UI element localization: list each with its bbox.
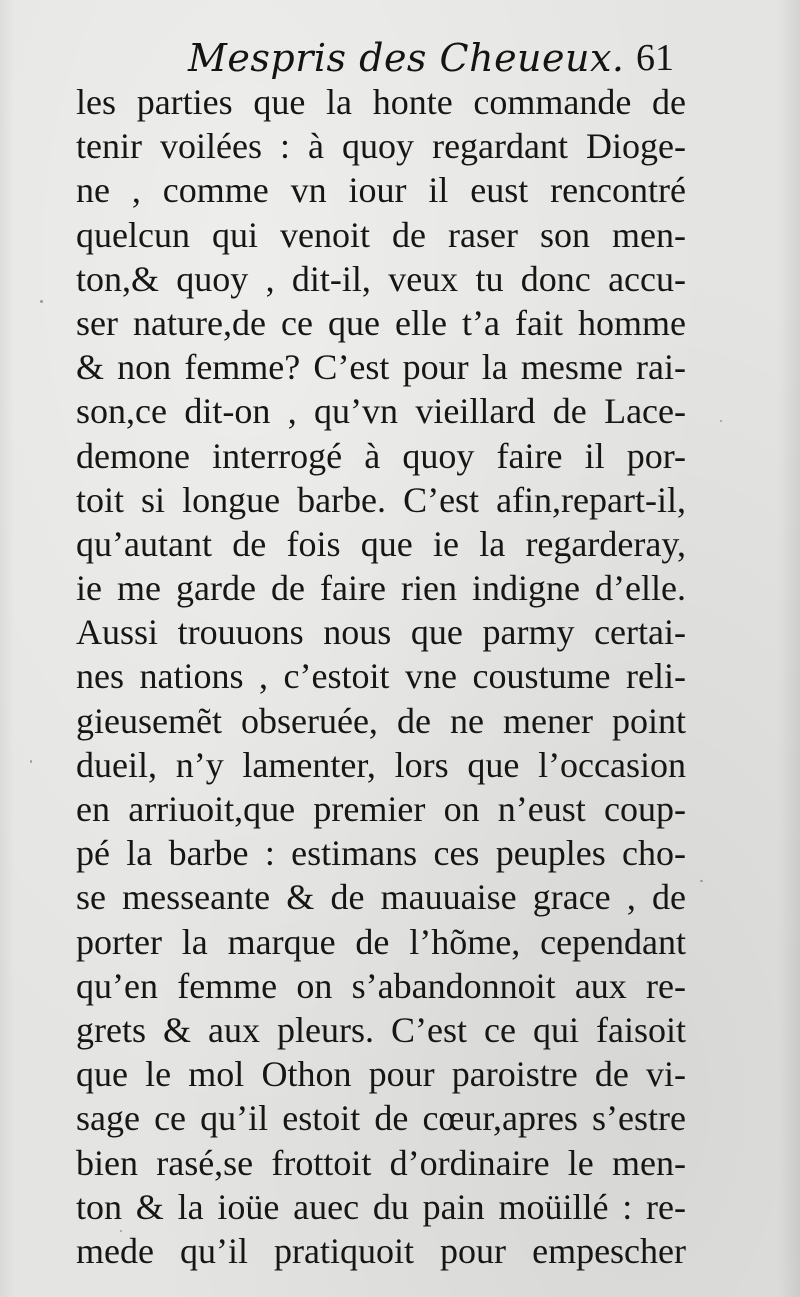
text-line: porter la marque de l’hõme, cependant xyxy=(76,921,686,962)
text-line: grets & aux pleurs. C’est ce qui faisoit xyxy=(76,1009,686,1050)
text-line: se messeante & de mauuaise grace , de xyxy=(76,877,686,918)
text-line: ser nature,de ce que elle t’a fait homme xyxy=(76,302,686,343)
page-shadow-right xyxy=(778,0,800,1297)
body-text xyxy=(76,80,686,1273)
text-line: tenir voilées : à quoy regardant Dioge- xyxy=(76,126,686,167)
text-line: qu’autant de fois que ie la regarderay, xyxy=(76,523,686,564)
text-line: dueil, n’y lamenter, lors que l’occasion xyxy=(76,744,686,785)
text-line: qu’en femme on s’abandonnoit aux re- xyxy=(76,965,686,1006)
text-line: gieusemẽt obseruée, de ne mener point xyxy=(76,700,686,741)
text-line: les parties que la honte commande de xyxy=(76,82,686,122)
text-line: toit si longue barbe. C’est afin,repart-il, xyxy=(76,479,686,520)
text-line: ton & la ioüe auec du pain moüillé : re- xyxy=(76,1186,686,1227)
text-line: en arriuoit,que premier on n’eust coup- xyxy=(76,789,686,829)
text-line: demone interrogé à quoy faire il por- xyxy=(76,435,686,476)
running-title: Mespris des Cheueux. xyxy=(188,36,625,80)
page-shadow-left xyxy=(0,0,14,1297)
text-line: ie me garde de faire rien indigne d’elle. xyxy=(76,568,686,609)
text-line: & non femme? C’est pour la mesme rai- xyxy=(76,347,686,388)
text-line: son,ce dit-on , qu’vn vieillard de Lace- xyxy=(76,391,686,432)
text-line: nes nations , c’estoit vne coustume reli- xyxy=(76,656,686,697)
text-line: pé la barbe : estimans ces peuples cho- xyxy=(76,833,686,874)
text-line: Aussi trouuons nous que parmy certai- xyxy=(76,612,686,653)
page-number: 61 xyxy=(636,37,674,79)
text-line: quelcun qui venoit de raser son men- xyxy=(76,214,686,255)
text-line: ne , comme vn iour il eust rencontré xyxy=(76,170,686,211)
text-line: que le mol Othon pour paroistre de vi- xyxy=(76,1054,686,1095)
text-line: sage ce qu’il estoit de cœur,apres s’estre xyxy=(76,1098,686,1139)
text-line: ton,& quoy , dit-il, veux tu donc accu- xyxy=(76,258,686,299)
text-line: bien rasé,se frottoit d’ordinaire le men- xyxy=(76,1142,686,1183)
text-line: mede qu’il pratiquoit pour empescher xyxy=(76,1230,686,1271)
